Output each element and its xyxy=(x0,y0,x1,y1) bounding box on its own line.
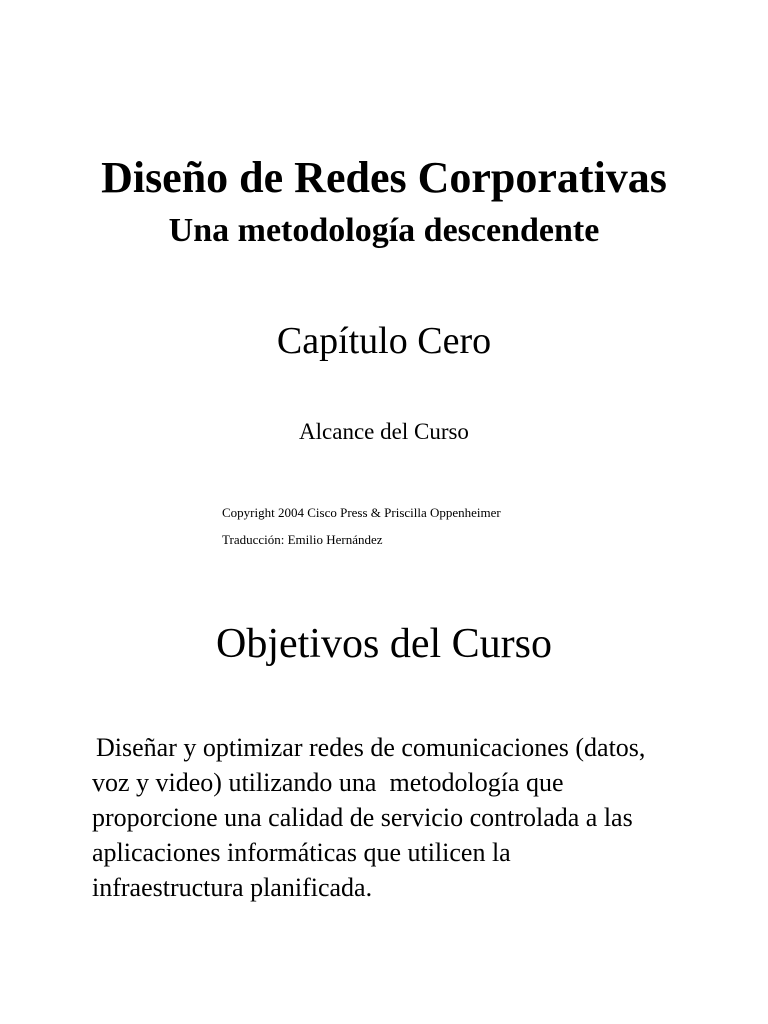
chapter-subheading: Alcance del Curso xyxy=(299,419,469,444)
chapter-heading: Capítulo Cero xyxy=(276,320,492,362)
objectives-slide xyxy=(0,590,768,1024)
credits-block xyxy=(222,499,501,553)
objectives-title: Objetivos del Curso xyxy=(216,621,552,667)
copyright-line: Copyright 2004 Cisco Press & Priscilla Oppenheimer xyxy=(222,505,501,520)
objectives-line: voz y video) utilizando una metodología que xyxy=(92,768,564,797)
objectives-line: infraestructura planificada. xyxy=(92,873,373,902)
objectives-paragraph xyxy=(92,730,742,905)
objectives-line: Diseñar y optimizar redes de comunicaciones (datos, xyxy=(96,733,646,762)
document-title: Diseño de Redes Corporativas xyxy=(101,153,667,202)
objectives-line: proporcione una calidad de servicio controlada a las xyxy=(92,803,633,832)
translation-line: Traducción: Emilio Hernández xyxy=(222,532,383,547)
document-subtitle: Una metodología descendente xyxy=(168,212,600,249)
objectives-line: aplicaciones informáticas que utilicen la xyxy=(92,838,511,867)
